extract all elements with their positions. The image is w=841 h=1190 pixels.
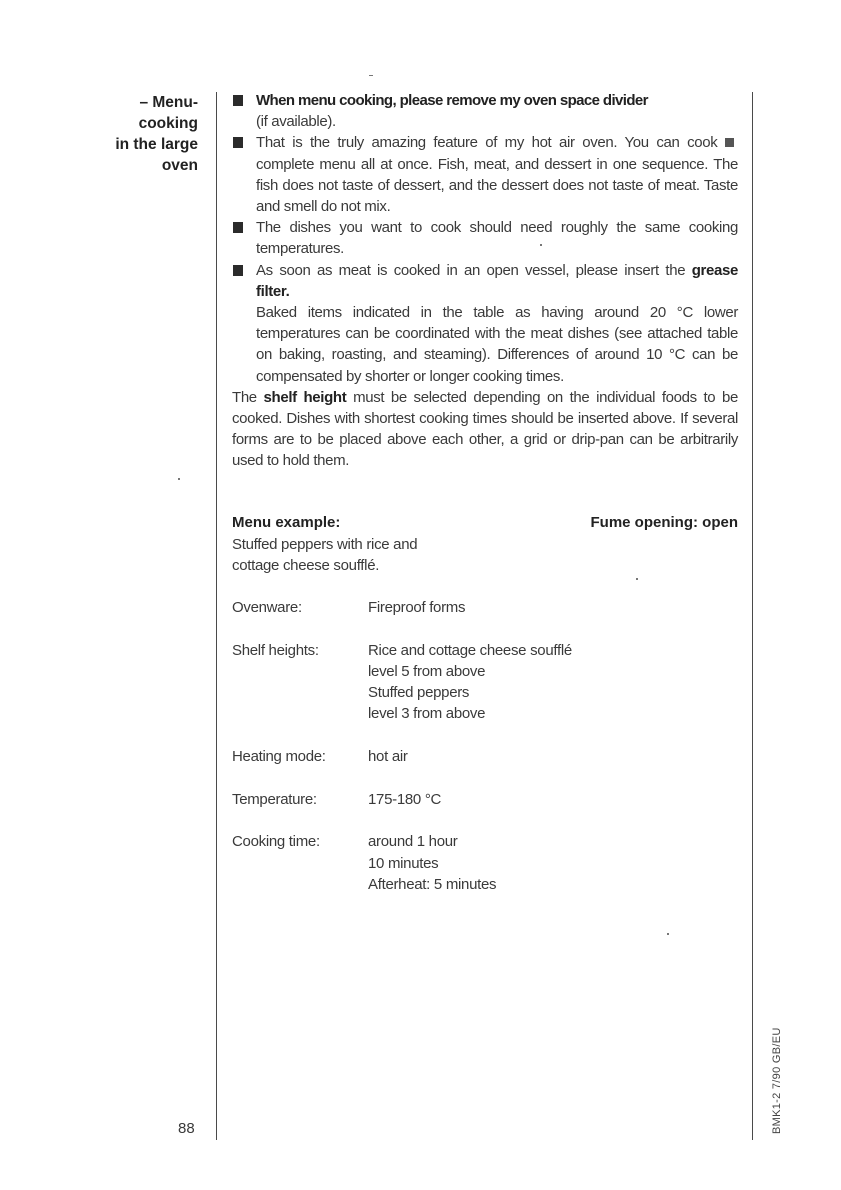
divider-instruction: When menu cooking, please remove my oven space divider — [256, 92, 648, 109]
left-rule — [216, 92, 217, 1140]
main-text — [232, 90, 738, 472]
spec-row-cooking-time — [232, 831, 738, 895]
spec-value: around 1 hour — [368, 833, 458, 851]
scan-speck — [636, 578, 638, 580]
grease-filter-term: grease filter. — [256, 261, 738, 300]
scan-speck — [540, 244, 542, 246]
heading-line: oven — [161, 157, 198, 174]
divider-note: (if available). — [256, 113, 336, 131]
baked-items-note: Baked items indicated in the table as having around 20 °C lower temperatures can be coordinated with the meat dishes (see attached table on baking, roasting, and steaming). Differences of around 10 °C can be compensated by shorter or longer cooking times. — [256, 304, 738, 385]
spec-label: Heating mode: — [232, 748, 326, 766]
grease-text: As soon as meat is cooked in an open vessel, please insert the — [256, 261, 686, 279]
bullet-square-icon — [233, 265, 243, 276]
menu-example-header — [232, 512, 738, 533]
heading-line: in the large — [115, 136, 198, 153]
heading-line: cooking — [138, 115, 198, 132]
paragraph-shelf-height — [232, 387, 738, 472]
shelf-height-term: shelf height — [263, 388, 347, 406]
scan-speck — [667, 933, 669, 935]
spec-value: level 3 from above — [368, 705, 486, 723]
example-desc-line: cottage cheese soufflé. — [232, 557, 380, 574]
spec-row-ovenware — [232, 597, 738, 618]
spec-label: Temperature: — [232, 790, 317, 808]
section-heading — [68, 92, 198, 176]
right-rule — [752, 92, 753, 1140]
example-desc-line: Stuffed peppers with rice and — [232, 536, 418, 553]
spec-value: 10 minutes — [368, 854, 439, 872]
scan-speck — [178, 478, 180, 480]
paragraph-grease-filter — [232, 260, 738, 302]
menu-example-title: Menu example: — [232, 514, 341, 531]
spec-value: Fireproof forms — [368, 599, 466, 616]
document-code: BMK1-2 7/90 GB/EU — [771, 1027, 783, 1134]
scan-speck — [369, 75, 373, 76]
temperatures-text: The dishes you want to cook should need roughly the same cooking temperatures. — [256, 219, 738, 258]
shelf-text-b: must be selected depending on the individual foods to be cooked. Dishes with shortest cooking times should be inserted above. If several forms are to be placed above each other, a grid or drip-pan can be arbitrarily used to hold them. — [232, 388, 738, 470]
paragraph-feature — [232, 132, 738, 217]
shelf-text-a: The — [232, 388, 257, 406]
heading-line: – Menu- — [139, 94, 198, 111]
spec-table — [232, 597, 738, 916]
menu-example-description — [232, 534, 532, 576]
paragraph-temperatures — [232, 217, 738, 259]
spec-value: hot air — [368, 748, 408, 766]
spec-value: 175-180 °C — [368, 790, 442, 808]
spec-row-shelf-heights — [232, 640, 738, 725]
page-number: 88 — [178, 1120, 195, 1137]
bullet-square-icon — [233, 137, 243, 148]
feature-text-cont: complete menu all at once. Fish, meat, and dessert in one sequence. The fish does not taste of dessert, and the dessert does not taste of meat. Taste and smell do not mix. — [256, 155, 738, 216]
spec-label: Shelf heights: — [232, 641, 319, 659]
fume-opening: Fume opening: open — [590, 514, 738, 531]
feature-text: That is the truly amazing feature of my hot air oven. You can cook — [256, 134, 718, 152]
spec-label: Ovenware: — [232, 599, 302, 616]
spec-value: Stuffed peppers — [368, 684, 470, 702]
spec-label: Cooking time: — [232, 833, 320, 851]
spec-value: level 5 from above — [368, 662, 486, 680]
small-square-icon — [725, 138, 734, 147]
spec-row-heating-mode — [232, 746, 738, 767]
bullet-square-icon — [233, 95, 243, 106]
paragraph-divider — [232, 90, 738, 132]
spec-row-temperature — [232, 789, 738, 810]
spec-value: Afterheat: 5 minutes — [368, 875, 497, 893]
bullet-square-icon — [233, 222, 243, 233]
spec-value: Rice and cottage cheese soufflé — [368, 641, 572, 659]
